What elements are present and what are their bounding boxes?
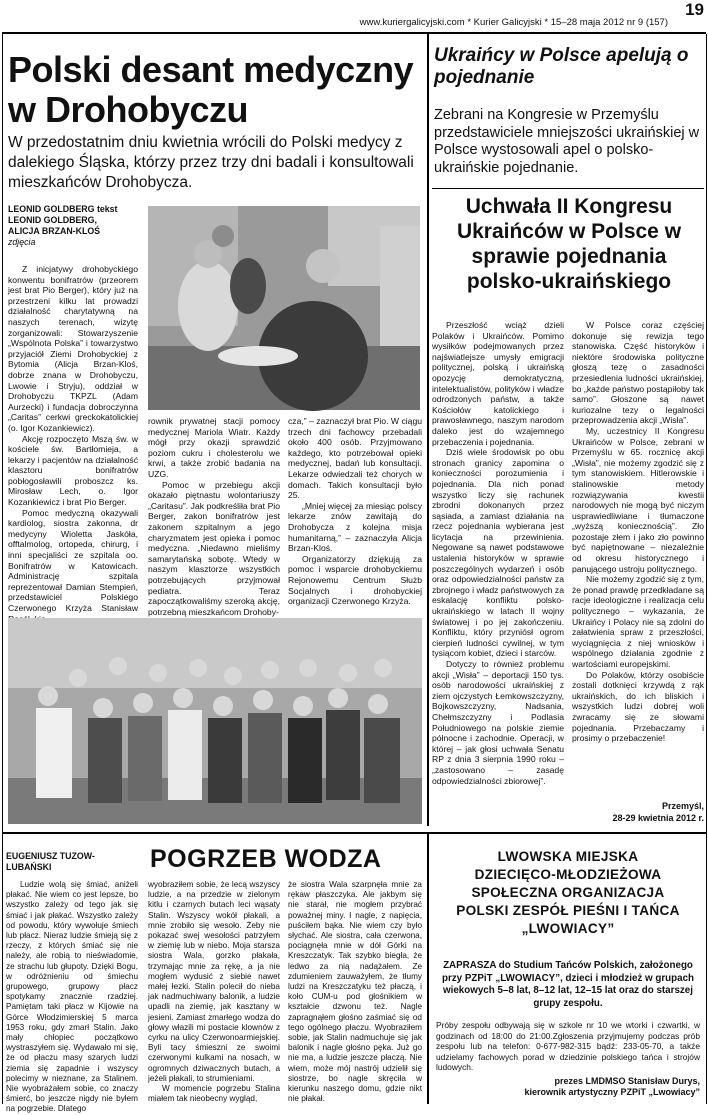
paragraph: W momencie pogrzebu Stalina miałem tak nieobecny wygląd, — [148, 1084, 280, 1104]
advert-title-line: DZIECIĘCO-MŁODZIEŻOWA — [474, 867, 662, 882]
author-line: LUBAŃSKI — [6, 862, 52, 872]
article2-column-1 — [432, 320, 564, 830]
paragraph: Pomoc medyczną okazywali kardiolog, siostra zakonna, dr medycyny Wioletta Jaskóła, offtalmolog, ortopeda, chirurg, i inni specjaliści ze szpitala oo. Bonifratrów w Katowicach. Administrację szpitala reprezentował Damian Stempień, przedstawiciel Polskiego Czerwonego Krzyża Stanisław — [8, 507, 138, 613]
article1-column-2 — [148, 416, 280, 616]
article2-column-2 — [572, 320, 704, 780]
frame-left-rule — [2, 34, 3, 1104]
paragraph: Organizatorzy dziękują za pomoc i wsparcie drohobyckiemu Rejonowemu Centrum Służb Socjalnych i drohobyckiej organizacji Czerwonego Krzyża. — [288, 553, 422, 607]
paragraph: W Polsce coraz częściej dokonuje się rewizja tego stanowiska. Część historyków i niektóre środowiska polityczne głoszą tezę o zasadności przesiedlenia ludności ukraińskiej, bo „każde państwo postąpiłoby tak samo”. Głoszone są nawet kuriozalne tezy o legalności przeprowadzenia akcji „Wisła”. — [572, 320, 704, 426]
paragraph: „Mniej więcej za miesiąc polscy lekarze znów zawitają do Drohobycza z kolejna misja humanitarną,” – zaznaczyła Alicja Brzan-Kloś. — [288, 500, 422, 554]
paragraph: Nie możemy zgodzić się z tym, że ponad prawdę przedkładane są racje ideologiczne i realizacja celu politycznego – wykazania, że Ukraińcy i Polacy nie są zdolni do załatwienia spraw z przeszłości, wyciągnięcia z niej wniosków i wspólnego działania zgodnie z wartościami europejskimi. — [572, 574, 704, 669]
paragraph: Z inicjatywy drohobyckiego konwentu bonifratrów (przeorem jest brat Pio Berger), który już na przestrzeni kilku lat prowadzi działalność charytatywną na naszych terenach, wizytę zorganizowali: Stowarzyszenie „Wspólnota Polska” i towarzystwo przyjaciół Ziemi Drohobyckiej z Bytomia (Alicja Brzan-Kloś, dobrze znana w Drohobyczu, Lwowie i Stryju), oddział w Drohobyczu TKPZL (Adam Aurzecki) i fundacja dobroczynna „Caritas” cerkwi greckokatolickiej (o. Igor Kozankiewicz). — [8, 264, 138, 433]
paragraph: że siostra Wala szarpnęła mnie za rękaw płaszczyka. Ale jakbym się nie starał, nie mogłem przybrać poważnej miny. I nagle, z napięcia, puściłem bąka. Nie wiem czy było słychać. Ale siostra, cała czerwona, pociągnęła mnie w dół Górki na Kreszczatyk. Tak szybko biegła, że ledwo za nią nadążałem. Ze zdumieniem zauważyłem, że tłumy ludzi na Kreszczatyku też płaczą, i koło CUM-u pod głośnikiem w kształcie dzwonu też. Nagle zapragnąłem głośno zaśmiać się od tego ogólnego płaczu. Wyobraziłem sobie, jak Stalin nadmuchuje się jak balonik i nagle głośno pęka. Już go nie ma, a ludzie jeszcze płaczą. Nie wiem, może mój nastrój udzielił się siostrze, bo nagle skręciła w kierunku naszego domu, gdzie nikt nie płakał. — [288, 880, 422, 1104]
article2-title: Ukraińcy w Polsce apelują o pojednanie — [434, 45, 689, 88]
paragraph: Dziś wiele środowisk po obu stronach granicy zapomina o konieczności porozumienia i pojednania. Dla nich ponad wszystko liczy się rachunek zbrodni dokonanych przez sąsiada, a zamiast działania na rzecz pojednania wybierana jest licytacja na przewinienia. Negowane są nawet podstawowe ustalenia historyków w sprawie poszczególnych wydarzeń i osób oraz odpowiedzialności państw za zbrojnego i władz państwowych za eskalację konfliktu polsko-ukraińskiego w latach II wojny światowej i po jej zakończeniu. Konfliktu, który przyniósł ogrom cierpień ludności cywilnej, w tym tysiącom kobiet, dzieci i starców. — [432, 447, 564, 659]
page-number: 19 — [685, 0, 704, 19]
author-line: EUGENIUSZ TUZOW- — [6, 851, 95, 861]
advert-title-line: POLSKI ZESPÓŁ PIEŚNI I TAŃCA — [456, 903, 680, 918]
header-rule — [2, 32, 706, 34]
advert-signature-line: kierownik artystyczny PZPiT „Lwowiacy” — [524, 1087, 700, 1097]
advert-signature-line: prezes LMDMSO Stanisław Durys, — [554, 1076, 700, 1086]
paragraph: Dotyczy to również problemu akcji „Wisła” – deportacji 150 tys. osób narodowości ukraińskiej z ziem ojczystych Łemkowszczyzny, Bojkowszczyzny, Nadsania, Chełmszczyzny i Podlasia Południowego na polskie ziemie północne i zachodnie. Operacji, w której – jak głosi uchwała Senatu RP z dnia 3 sierpnia 1990 roku – „zastosowano – zasadę odpowiedzialności zbiorowej”. — [432, 659, 564, 786]
running-head: www.kuriergalicyjski.com * Kurier Galicyjski * 15–28 maja 2012 nr 9 (157) — [359, 17, 668, 28]
paragraph: cza,” – zaznaczył brat Pio. W ciągu trzech dni fachowcy przebadali około 400 osób. Przyjmowano każdego, kto potrzebował opieki medycznej, badań lub konsultacji. Lekarze odwiedzali też chorych w domach. Takich konsultacji było 25. — [288, 416, 422, 501]
article1-title: Polski desant medyczny w Drohobyczu — [8, 49, 414, 130]
paragraph: My, uczestnicy II Kongresu Ukraińców w Polsce, zebrani w Przemyślu w 65. rocznicę akcji „Wisła”, nie możemy zgodzić się z tym stanowiskiem. Hitlerowskie i stalinowskie metody rozwiązywania kwestii narodowych nie mogą być niczym usprawiedliwiane i tłumaczone „wyższą koniecznością”. Zło pozostaje złem i jako zło powinno być napiętnowane – niezależnie od okresu historycznego i panującego ustroju politycznego. — [572, 425, 704, 574]
paragraph: wyobraziłem sobie, że lecą wszyscy ludzie, a na przedzie w zielonym kitlu i czarnych butach leci wąsaty Stalin. Wszyscy wokół płakali, a mnie zrobiło się wesoło. Żeby nie pokazać swej wesołości patrzyłem w ziemię lub w niebo. Moja starsza siostra Wala, gorzko płakała, trzymając mnie za rękę, a ja nie mogłem wydusić z siebie nawet małej łezki. Stalin polecił do nieba jak nadmuchiwany balonik, a ludzie upadli na ziemię, jak kasztany w jesieni. Zamiast zmarłego wodza do głowy włazili mi postacie klownów z cyrku na ulicy Czerwonoarmiejskiej. Byli tacy śmieszni ze swoimi czerwonymi kulkami na nosach, w ogromnych dziwacznych butach, a jeżeli płakali, to strumieniami. — [148, 880, 280, 1083]
frame-middle-rule — [427, 34, 429, 826]
advert-title-line: SPOŁECZNA ORGANIZACJA — [471, 885, 665, 900]
advert-title-line: LWOWSKA MIEJSKA — [497, 849, 639, 864]
paragraph: Ludzie wolą się śmiać, aniżeli płakać. Nie wiem co jest lepsze, bo wszystko zależy od tego jak się śmiać i jak płakać. Wszystko zależy od powodu, który wywołuje śmiech lub płacz. Nieraz ludzie śmieją się z rzeczy, z których śmiać się nie należy, ale robią to nieświadomie, ze strachu lub głupoty. Dzięki Bogu, w odróżnieniu od śmiechu grupowego, grupowy płacz spotykamy znacznie rzadziej. Pamiętam taki płacz w Kijowie na Górce Włodzimierskiej 5 marca 1953 roku, gdy zmarł Stalin. Jako mały chłopiec początkowo wystraszyłem się. Wydawało mi się, że od płaczu masy szarych ludzi ziemia się zapadnie i wszyscy polecimy w nieznane, za Stalinem. Nie wyobrażałem sobie, co znaczy śmierć, bo jeszcze nigdy nie byłem na pogrzebie. Dlatego — [6, 880, 138, 1114]
byline-line: LEONID GOLDBERG, — [8, 215, 97, 225]
article2-lead: Zebrani na Kongresie w Przemyślu przedstawiciele mniejszości ukraińskiej w Polsce wystosowali apel o polsko-ukraińskie pojednanie. — [434, 107, 700, 176]
paragraph: Przeszłość wciąż dzieli Polaków i Ukraińców. Pomimo wysiłków podejmowanych przez najświatlejsze umysły emigracji politycznej, polską i ukraińską opozycję demokratyczną, intelektualistów, polityków i władze odrodzonych państw, a także Kościołów katolickiego i prawosławnego, naszym narodom daleko jest do wzajemnego przebaczenia i pojednania. — [432, 320, 564, 447]
byline-line: ALICJA BRZAN-KLOŚ — [8, 226, 101, 236]
group-photo-image — [8, 618, 422, 824]
paragraph: Pomoc w przebiegu akcji okazało piętnastu wolontariuszy „Caritasu”. Jak podkreśliła brat Pio Berger, zakon bonifratrów jest zakonem szpitalnym a jego charyzmatem jest opieka i pomoc medyczna. „Niedawno mieliśmy samarytańską sobotę. Wtedy w naszym klasztorze wszystkich potrzebujących przyjmował pediatra. Teraz zapoczątkowaliśmy szeroką akcję, potrzebną mieszkańcom Drohoby- — [148, 479, 280, 617]
paragraph: Akcję rozpoczęto Mszą św. w kościele św. Bartłomieja, a lekarzy i pacjentów na działalność klasztoru bonifratrów pobłogosławili proboszcz ks. Mirosław Lech, o. Igor Kozankiewicz i brat Pio Berger. — [8, 433, 138, 508]
article3-column-3 — [288, 880, 422, 1102]
paragraph: Do Polaków, którzy osobiście zostali dotknięci krzywdą z rąk ukraińskich, do ich bliskich i wszystkich ludzi dobrej woli zwracamy się ze słowami pojednania. Przebaczamy i prosimy o przebaczenie! — [572, 669, 704, 744]
article2-rule — [432, 188, 704, 189]
article1-column-3 — [288, 416, 422, 616]
article2-subtitle: Uchwała II Kongresu Ukraińców w Polsce w sprawie pojednania polsko-ukraińskiego — [456, 195, 682, 293]
bottom-section-rule — [2, 832, 706, 834]
group-photo — [8, 618, 422, 824]
byline-line: LEONID GOLDBERG tekst — [8, 204, 118, 214]
medical-exam-photo-image — [148, 206, 420, 410]
article1-column-1 — [8, 264, 138, 614]
advert-body: Próby zespołu odbywają się w szkole nr 10 we wtorki i czwartki, w godzinach od 18:00 do 21:00.Zgłoszenia przyjmujemy podczas prób zespołu lub na telefon: 0-677-982-315 bądź: 233-05-70, a także udzielamy fachowych porad w dziedzinie polskiego tańca i strojów ludowych. — [436, 1020, 700, 1072]
frame-right-rule — [706, 34, 707, 1104]
article3-title: POGRZEB WODZA — [150, 845, 382, 873]
byline-line: zdjęcia — [8, 237, 36, 247]
article3-column-2 — [148, 880, 280, 1102]
signature-line: Przemyśl, — [661, 801, 704, 811]
advert-signature — [436, 1076, 700, 1098]
paragraph: rownik prywatnej stacji pomocy medycznej Mariola Wiatr. Każdy mógł przy okazji sprawdzić poziom cukru i cholesterolu we krwi, a także zrobić badania na UZG. — [148, 416, 280, 479]
article1-lead: W przedostatnim dniu kwietnia wrócili do Polski medycy z dalekiego Śląska, którzy przez trzy dni badali i konsultowali mieszkańców Drohobycza. — [8, 134, 414, 191]
article3-author — [6, 851, 138, 873]
article1-byline — [8, 204, 138, 248]
advert-title — [432, 848, 704, 938]
bottom-middle-rule — [427, 834, 429, 1104]
signature-line: 28-29 kwietnia 2012 r. — [612, 813, 704, 823]
medical-exam-photo — [148, 206, 420, 410]
article2-signature — [572, 800, 704, 824]
advert-title-line: „LWOWIACY” — [521, 921, 615, 936]
advert-invitation: ZAPRASZA do Studium Tańców Polskich, założonego przy PZPiT „LWOWIACY”, dzieci i młodzież w grupach wiekowych 5–8 lat, 8–12 lat, 12–15 lat oraz do starszej grupy zespołu. — [441, 960, 695, 1009]
article3-column-1 — [6, 880, 138, 1114]
